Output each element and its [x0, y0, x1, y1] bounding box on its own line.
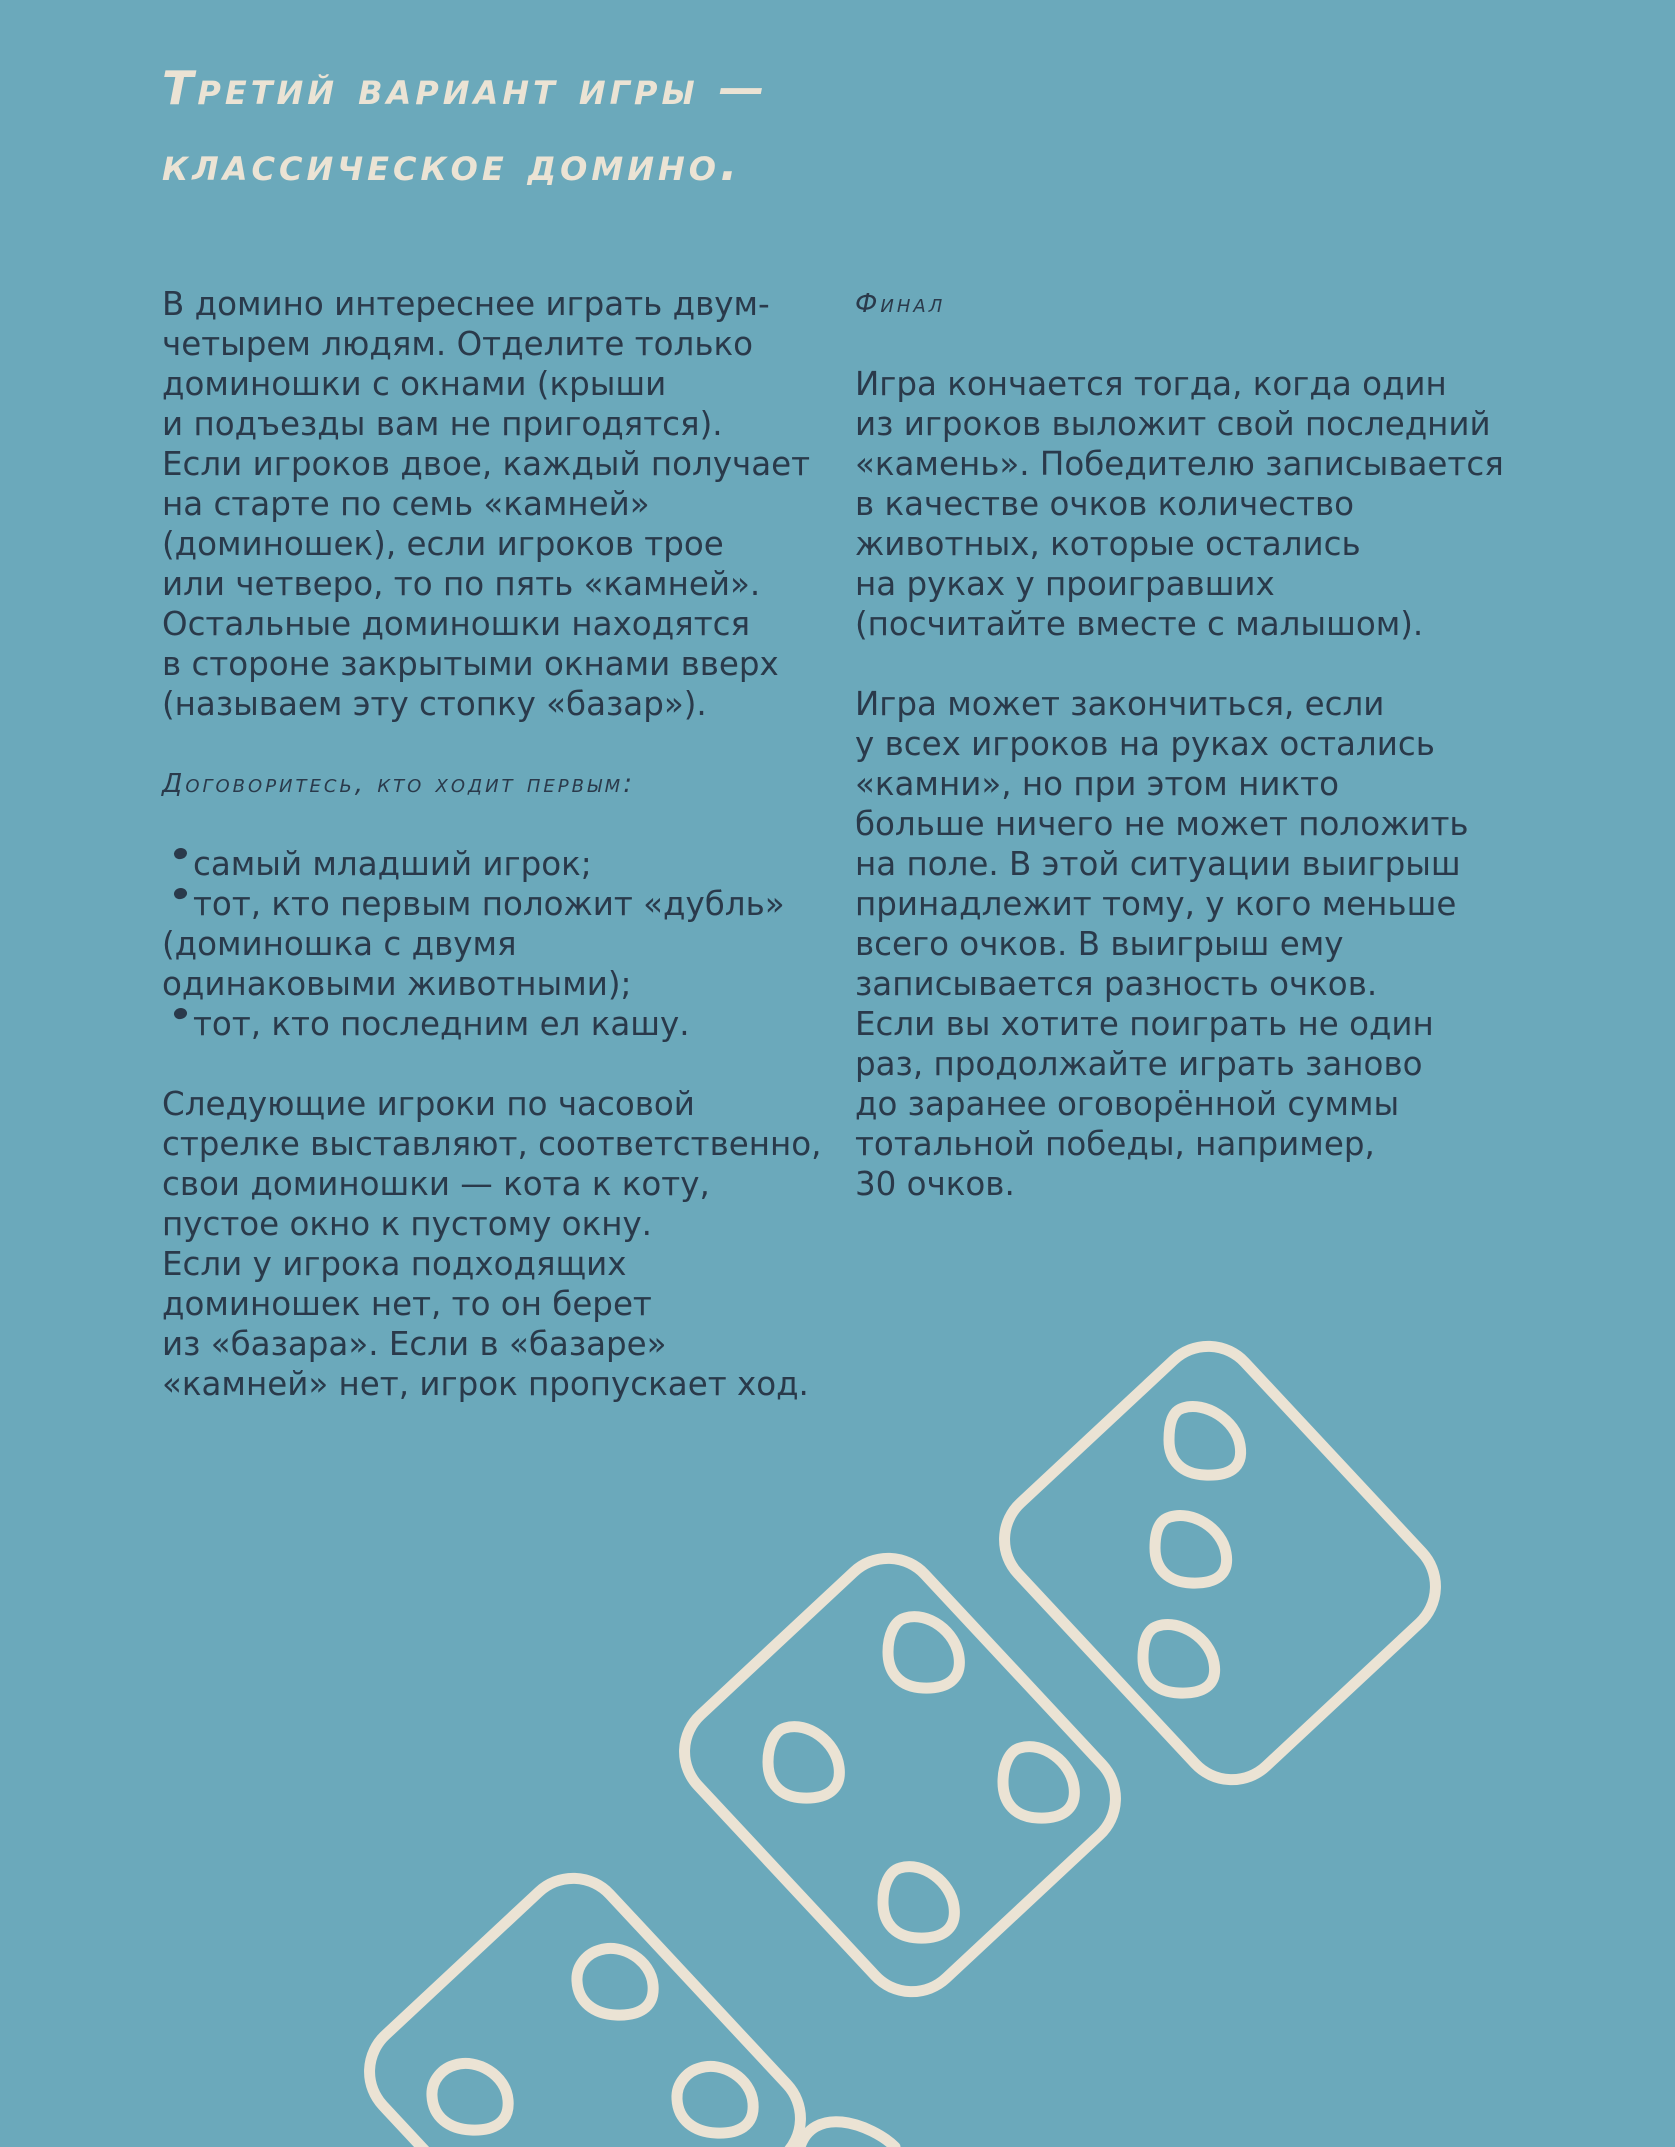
text-line: Остальные доминошки находятся — [162, 605, 751, 643]
text-line: всего очков. В выигрыш ему — [855, 925, 1344, 963]
first-move-heading: Договоритесь, кто ходит первым: — [162, 769, 635, 799]
domino-tile-partial — [800, 2122, 895, 2147]
text-line: свои доминошки — кота к коту, — [162, 1165, 710, 1203]
text-line: в стороне закрытыми окнами вверх — [162, 645, 779, 683]
text-line: «камни», но при этом никто — [855, 765, 1339, 803]
title-line-1: Третий вариант игры — — [162, 61, 769, 115]
text-line: в качестве очков количество — [855, 485, 1355, 523]
text-line: (доминошек), если игроков трое — [162, 525, 724, 563]
text-line: пустое окно к пустому окну. — [162, 1205, 653, 1243]
text-line: записывается разность очков. — [855, 965, 1378, 1003]
text-line: доминошки с окнами (крыши — [162, 365, 667, 403]
text-line: (называем эту стопку «базар»). — [162, 685, 707, 723]
final-heading: Финал — [855, 289, 946, 319]
text-line: 30 очков. — [855, 1165, 1015, 1203]
bullet-text: самый младший игрок; — [193, 845, 592, 883]
dot-icon — [768, 1727, 839, 1798]
dot-icon — [577, 1948, 653, 2015]
text-line: «камней» нет, игрок пропускает ход. — [162, 1365, 809, 1403]
domino-dots-lower — [432, 1948, 753, 2133]
dot-icon — [1169, 1407, 1241, 1476]
bullet-continuation: одинаковыми животными); — [162, 965, 632, 1003]
dot-icon — [883, 1867, 954, 1938]
text-line: животных, которые остались — [855, 525, 1361, 563]
text-line: В домино интереснее играть двум- — [162, 285, 770, 323]
text-line: Если вы хотите поиграть не один — [855, 1005, 1434, 1043]
text-line: на руках у проигравших — [855, 565, 1275, 603]
text-line: у всех игроков на руках остались — [855, 725, 1435, 763]
text-line: из игроков выложит свой последний — [855, 405, 1491, 443]
text-line: из «базара». Если в «базаре» — [162, 1325, 667, 1363]
bullet-continuation: (доминошка с двумя — [162, 925, 517, 963]
title-line-2: классическое домино. — [162, 137, 742, 191]
domino-dots-middle — [768, 1617, 1074, 1938]
text-line: раз, продолжайте играть заново — [855, 1045, 1423, 1083]
text-line: Игра кончается тогда, когда один — [855, 365, 1447, 403]
domino-dots-upper — [1143, 1407, 1241, 1694]
text-line: Если игроков двое, каждый получает — [162, 445, 811, 483]
dot-icon — [1143, 1625, 1215, 1694]
text-line: Игра может закончиться, если — [855, 685, 1385, 723]
text-line: до заранее оговорённой суммы — [855, 1085, 1400, 1123]
bullet-text: тот, кто первым положит «дубль» — [193, 885, 785, 923]
text-line: принадлежит тому, у кого меньше — [855, 885, 1457, 923]
dot-icon — [1003, 1747, 1074, 1818]
text-line: и подъезды вам не пригодятся). — [162, 405, 723, 443]
text-line: Следующие игроки по часовой — [162, 1085, 695, 1123]
text-line: на поле. В этой ситуации выигрыш — [855, 845, 1461, 883]
text-line: больше ничего не может положить — [855, 805, 1469, 843]
text-line: четырем людям. Отделите только — [162, 325, 753, 363]
text-line: (посчитайте вместе с малышом). — [855, 605, 1424, 643]
text-line: или четверо, то по пять «камней». — [162, 565, 761, 603]
text-line: тотальной победы, например, — [855, 1125, 1375, 1163]
bullet-text: тот, кто последним ел кашу. — [193, 1005, 690, 1043]
dot-icon — [677, 2066, 753, 2133]
text-line: Если у игрока подходящих — [162, 1245, 627, 1283]
text-line: доминошек нет, то он берет — [162, 1285, 652, 1323]
dot-icon — [432, 2063, 508, 2130]
text-line: «камень». Победителю записывается — [855, 445, 1504, 483]
text-line: стрелке выставляют, соответственно, — [162, 1125, 822, 1163]
dot-icon — [1155, 1515, 1227, 1583]
domino-tile-upper — [984, 1326, 1456, 1801]
dot-icon — [888, 1617, 959, 1688]
text-line: на старте по семь «камней» — [162, 485, 650, 523]
